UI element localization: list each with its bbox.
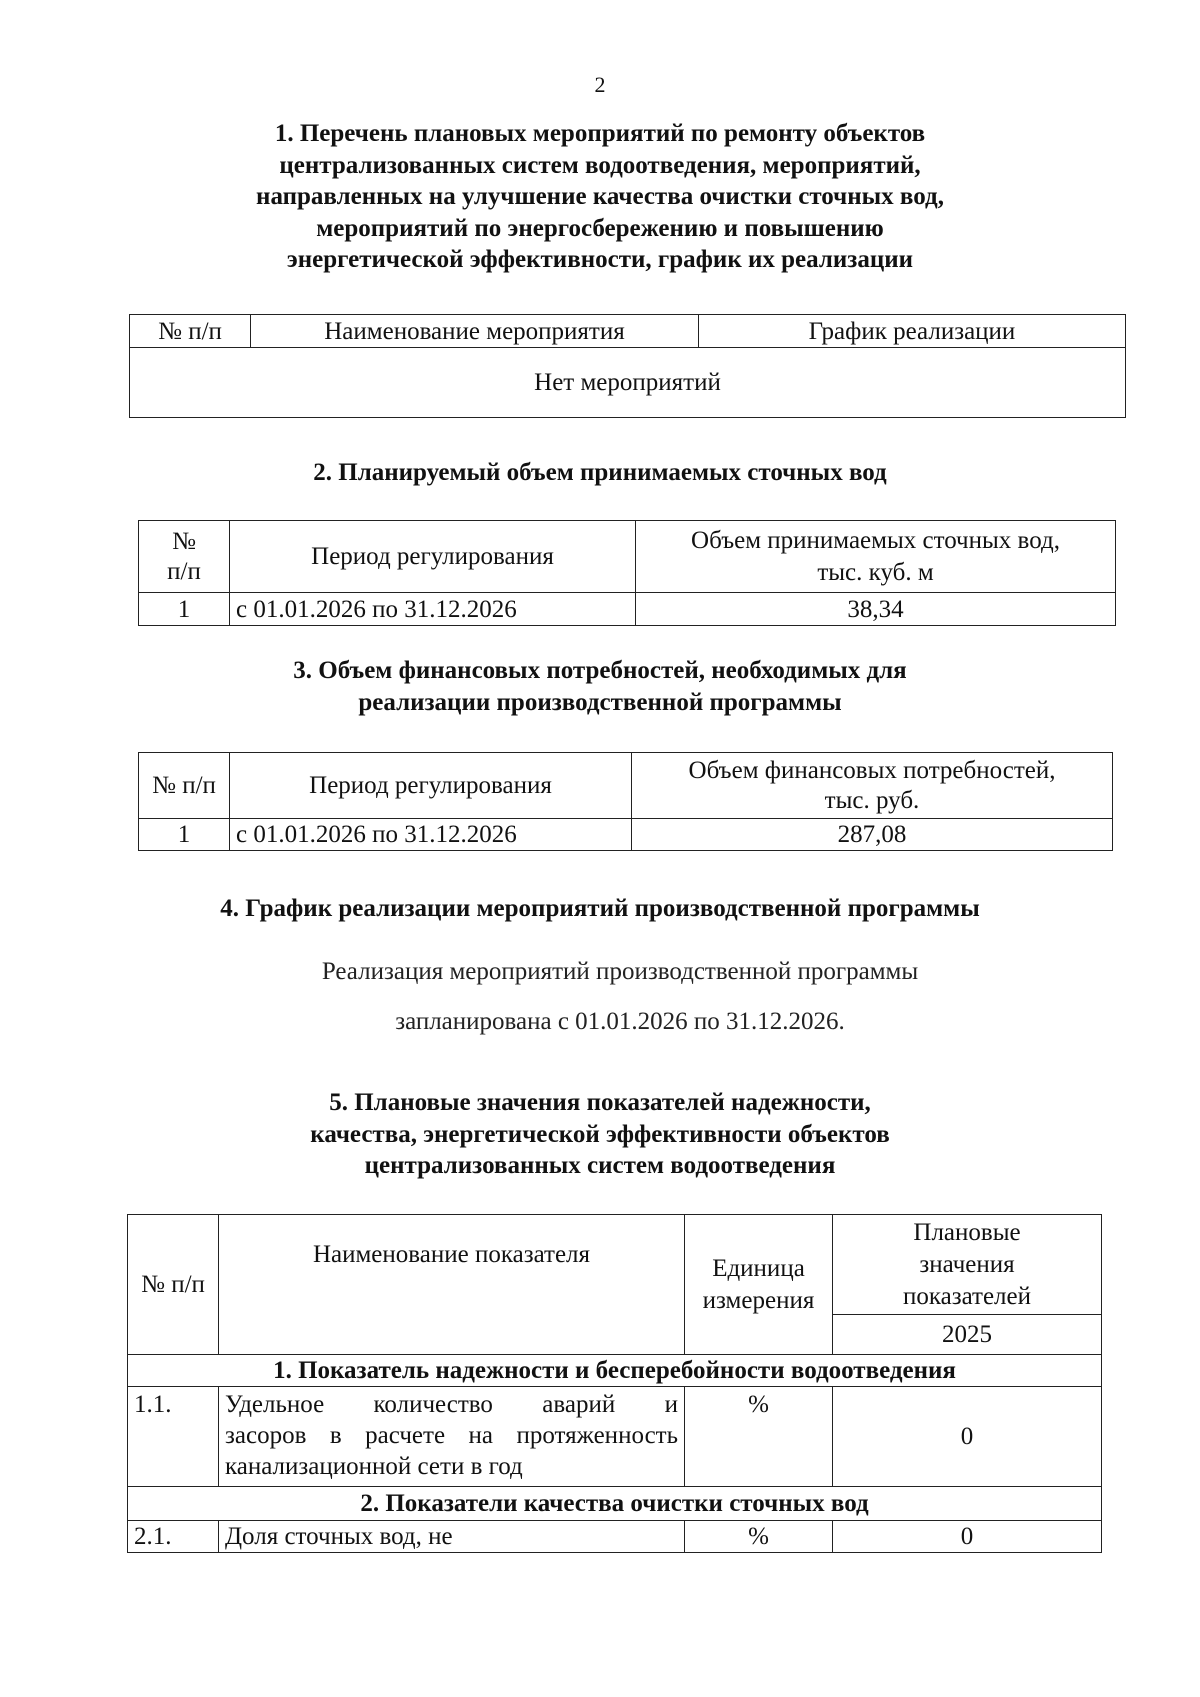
header-finance-line: тыс. руб. <box>824 786 920 814</box>
row-volume: 38,34 <box>636 593 1116 626</box>
row-unit: % <box>685 1521 833 1553</box>
group2-title: 2. Показатели качества очистки сточных вод <box>128 1487 1102 1521</box>
header-num: № п/п <box>139 753 230 819</box>
section4-title <box>100 893 1100 925</box>
section4-text-line: запланирована с 01.01.2026 по 31.12.2026. <box>395 1008 845 1035</box>
section1-title-line: энергетической эффективности, график их реализации <box>286 246 914 273</box>
row-num: 1 <box>139 819 230 851</box>
section3-title <box>150 655 1050 718</box>
row-num: 2.1. <box>128 1521 219 1553</box>
section5-title-line: 5. Плановые значения показателей надежности, <box>329 1089 871 1116</box>
header-num: № п/п <box>128 1215 219 1355</box>
header-finance-line: Объем финансовых потребностей, <box>688 756 1056 784</box>
section5-title-line: качества, энергетической эффективности объектов <box>310 1120 890 1148</box>
section4-text-line: Реализация мероприятий производственной программы <box>321 958 919 985</box>
row-finance: 287,08 <box>632 819 1113 851</box>
section3-title-line: 3. Объем финансовых потребностей, необходимых для <box>293 657 907 684</box>
section1-title-line: 1. Перечень плановых мероприятий по ремонту объектов <box>274 120 926 147</box>
section1-title-line: мероприятий по энергосбережению и повышению <box>316 214 884 242</box>
section4-title-text: 4. График реализации мероприятий производственной программы <box>220 895 980 922</box>
section3-title-line: реализации производственной программы <box>358 688 842 716</box>
section1-title-line: централизованных систем водоотведения, мероприятий, <box>279 151 921 179</box>
header-unit <box>685 1215 833 1355</box>
header-num-line: № <box>172 527 196 555</box>
row-indicator-line: засоров в расчете на протяженность <box>225 1422 678 1449</box>
row-period: с 01.01.2026 по 31.12.2026 <box>230 819 632 851</box>
row-indicator-name <box>219 1387 685 1487</box>
section5-title-line: централизованных систем водоотведения <box>364 1152 836 1179</box>
row-num: 1 <box>139 593 230 626</box>
header-unit-line: измерения <box>702 1286 815 1314</box>
header-plan-line: Плановые <box>913 1218 1021 1246</box>
header-finance <box>632 753 1113 819</box>
row-value: 0 <box>833 1521 1102 1553</box>
header-period: Период регулирования <box>230 753 632 819</box>
page-number: 2 <box>594 72 606 97</box>
header-period: Период регулирования <box>230 521 636 593</box>
header-volume-line: тыс. куб. м <box>817 558 934 586</box>
header-indicator-name: Наименование показателя <box>219 1215 685 1355</box>
header-num-line: п/п <box>167 557 201 585</box>
section1-title-line: направленных на улучшение качества очистки сточных вод, <box>256 183 944 210</box>
row-indicator-line: Удельное количество аварий и <box>225 1391 678 1418</box>
section2-title <box>150 457 1050 489</box>
row-period: с 01.01.2026 по 31.12.2026 <box>230 593 636 626</box>
section2-title-text: 2. Планируемый объем принимаемых сточных вод <box>313 459 887 486</box>
group1-title: 1. Показатель надежности и бесперебойности водоотведения <box>128 1355 1102 1387</box>
row-indicator-name: Доля сточных вод, не <box>219 1521 685 1553</box>
header-volume-line: Объем принимаемых сточных вод, <box>691 526 1060 554</box>
header-unit-line: Единица <box>712 1254 805 1282</box>
header-plan-line: значения <box>919 1250 1015 1278</box>
header-num: № п/п <box>130 315 251 348</box>
section5-title <box>150 1087 1050 1182</box>
section5-table <box>127 1214 1102 1553</box>
header-activity-name: Наименование мероприятия <box>251 315 699 348</box>
header-num <box>139 521 230 593</box>
section2-table <box>138 520 1116 626</box>
header-schedule: График реализации <box>699 315 1126 348</box>
row-num: 1.1. <box>128 1387 219 1487</box>
header-plan-values <box>833 1215 1102 1315</box>
header-plan-line: показателей <box>902 1282 1032 1310</box>
section1-table <box>129 314 1126 418</box>
row-indicator-line: канализационной сети в год <box>225 1453 523 1480</box>
no-activities-cell: Нет мероприятий <box>130 348 1126 418</box>
row-unit: % <box>685 1387 833 1487</box>
section1-title <box>150 118 1050 276</box>
section3-table <box>138 752 1113 851</box>
header-year: 2025 <box>833 1315 1102 1355</box>
header-volume <box>636 521 1116 593</box>
row-value: 0 <box>833 1387 1102 1487</box>
